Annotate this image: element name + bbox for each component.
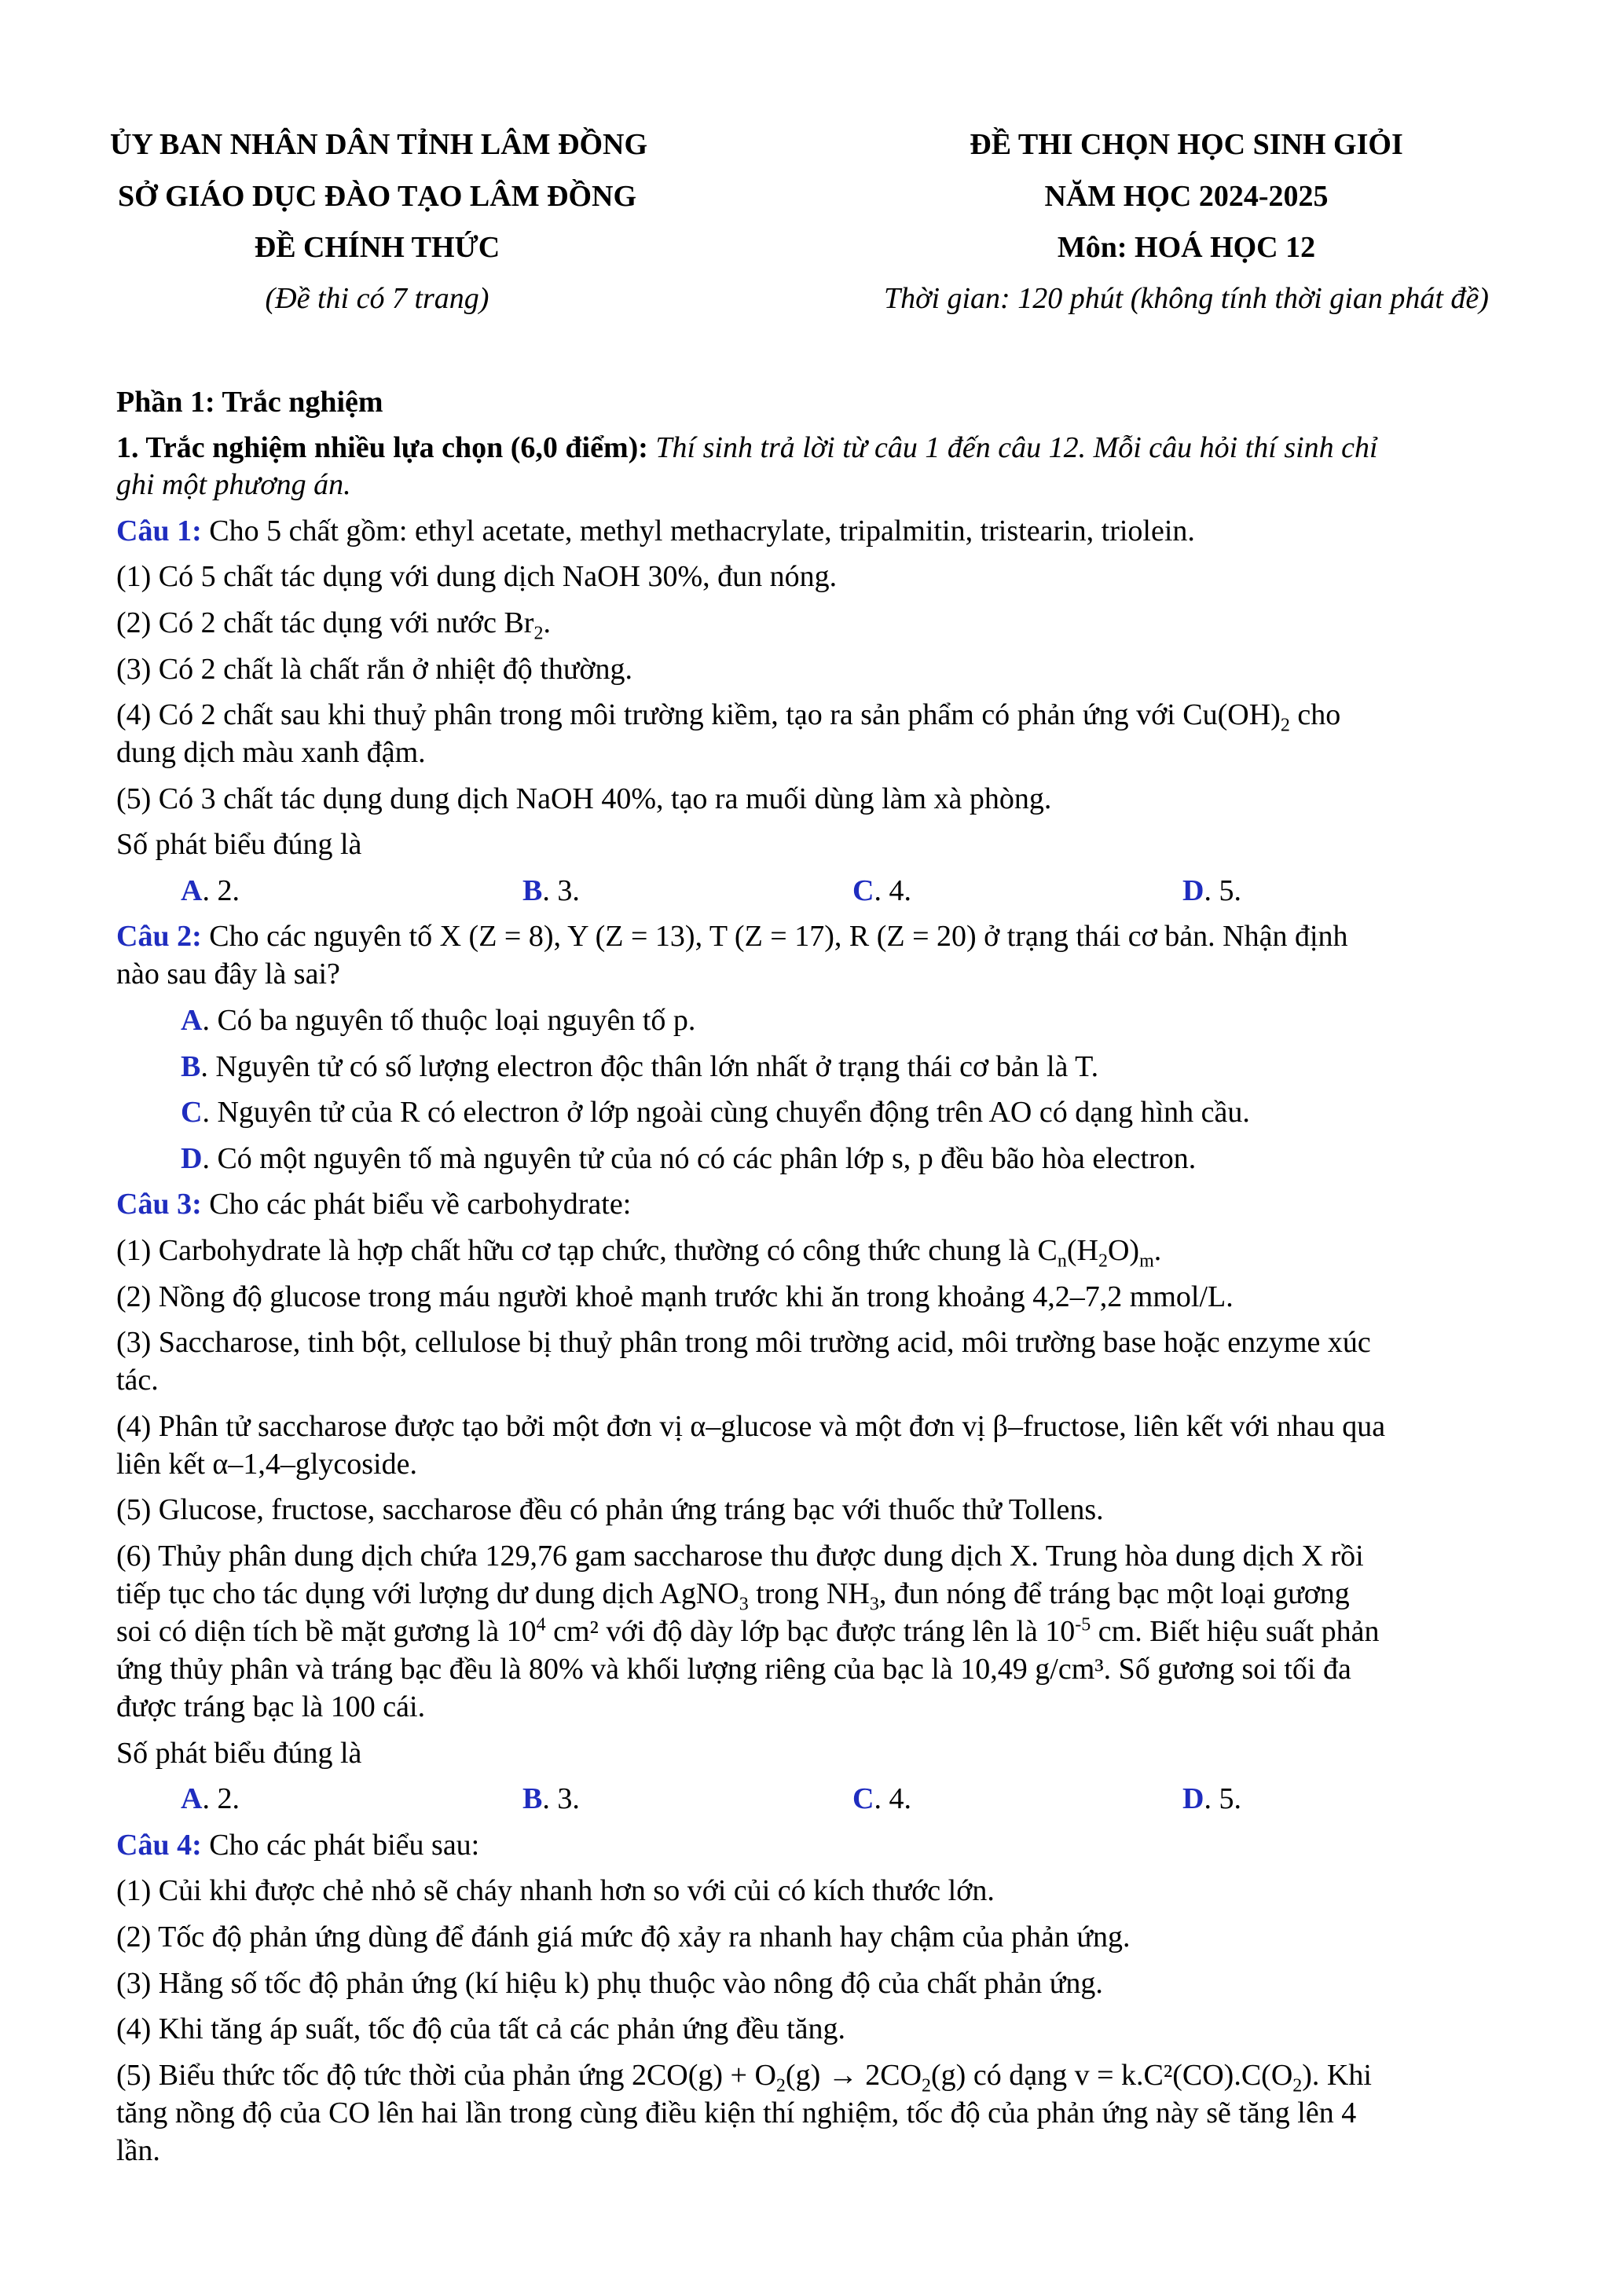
question-3-statement-6: (6) Thủy phân dung dịch chứa 129,76 gam saccharose thu được dung dịch X. Trung hòa dung dịch X rồi	[116, 1540, 1364, 1573]
question-1-option-d[interactable]: D. 5.	[1182, 874, 1241, 907]
question-3-statement-4: (4) Phân tử saccharose được tạo bởi một đơn vị α–glucose và một đơn vị β–fructose, liên kết với nhau qua	[116, 1410, 1386, 1443]
question-3-statement-3-cont: tác.	[116, 1364, 159, 1397]
question-1-ask: Số phát biểu đúng là	[116, 828, 362, 861]
question-2-option-a[interactable]: A. Có ba nguyên tố thuộc loại nguyên tố p.	[181, 1004, 696, 1037]
question-2-label: Câu 2:	[116, 920, 202, 953]
question-1-option-b[interactable]: B. 3.	[522, 874, 580, 907]
question-1-option-a[interactable]: A. 2.	[181, 874, 240, 907]
question-1-statement-3: (3) Có 2 chất là chất rắn ở nhiệt độ thường.	[116, 653, 633, 686]
question-4-statement-2: (2) Tốc độ phản ứng dùng để đánh giá mức độ xảy ra nhanh hay chậm của phản ứng.	[116, 1921, 1131, 1954]
header-authority: ỦY BAN NHÂN DÂN TỈNH LÂM ĐỒNG	[110, 128, 648, 161]
question-4-statement-1: (1) Củi khi được chẻ nhỏ sẽ cháy nhanh hơn so với củi có kích thước lớn.	[116, 1874, 995, 1907]
header-official: ĐỀ CHÍNH THỨC	[254, 231, 500, 264]
header-exam-title: ĐỀ THI CHỌN HỌC SINH GIỎI	[970, 128, 1403, 161]
question-3-stem: Câu 3: Cho các phát biểu về carbohydrate:	[116, 1188, 632, 1221]
question-1-label: Câu 1:	[116, 514, 202, 547]
question-3-statement-6-line-2: tiếp tục cho tác dụng với lượng dư dung dịch AgNO$_3$ trong $NH_3$, đun nóng để tráng bạc một loại gương	[116, 1577, 1350, 1615]
question-2-option-c[interactable]: C. Nguyên tử của R có electron ở lớp ngoài cùng chuyển động trên AO có dạng hình cầu.	[181, 1096, 1250, 1129]
question-3-option-b[interactable]: B. 3.	[522, 1782, 580, 1815]
question-4-statement-3: (3) Hằng số tốc độ phản ứng (kí hiệu k) phụ thuộc vào nông độ của chất phản ứng.	[116, 1967, 1103, 2000]
question-3-option-c[interactable]: C. 4.	[852, 1782, 911, 1815]
question-3-ask: Số phát biểu đúng là	[116, 1737, 362, 1770]
question-3-statement-5: (5) Glucose, fructose, saccharose đều có phản ứng tráng bạc với thuốc thử Tollens.	[116, 1493, 1104, 1526]
question-1-statement-4-cont: dung dịch màu xanh đậm.	[116, 736, 426, 769]
question-4-statement-5-line-2: tăng nồng độ của CO lên hai lần trong cùng điều kiện thí nghiệm, tốc độ của phản ứng này sẽ tăng lên 4	[116, 2096, 1357, 2129]
question-4-statement-5-line-3: lần.	[116, 2134, 160, 2167]
header-school-year: NĂM HỌC 2024-2025	[1044, 180, 1329, 213]
question-4-statement-5: (5) Biểu thức tốc độ tức thời của phản ứng $2CO(g) + O_2(g) \to 2CO_2(g)$ có dạng $v = k.C^2(CO).C(O_2)$. Khi	[116, 2059, 1372, 2096]
question-3-statement-6-line-5: được tráng bạc là 100 cái.	[116, 1690, 426, 1723]
question-1-statement-4: (4) Có 2 chất sau khi thuỷ phân trong môi trường kiềm, tạo ra sản phẩm có phản ứng với $Cu(OH)_2$ cho	[116, 698, 1341, 736]
question-1-option-c[interactable]: C. 4.	[852, 874, 911, 907]
question-3-option-d[interactable]: D. 5.	[1182, 1782, 1241, 1815]
question-3-statement-3: (3) Saccharose, tinh bột, cellulose bị thuỷ phân trong môi trường acid, môi trường base hoặc enzyme xúc	[116, 1326, 1371, 1359]
header-duration: Thời gian: 120 phút (không tính thời gian phát đề)	[884, 282, 1489, 315]
question-3-statement-1: (1) Carbohydrate là hợp chất hữu cơ tạp chức, thường có công thức chung là $C_n(H_2O)_m$.	[116, 1234, 1162, 1272]
question-1-statement-1: (1) Có 5 chất tác dụng với dung dịch NaOH 30%, đun nóng.	[116, 560, 838, 593]
question-2-option-b[interactable]: B. Nguyên tử có số lượng electron độc thân lớn nhất ở trạng thái cơ bản là T.	[181, 1050, 1099, 1083]
question-4-label: Câu 4:	[116, 1829, 202, 1862]
section-subheading: 1. Trắc nghiệm nhiều lựa chọn (6,0 điểm): Thí sinh trả lời từ câu 1 đến câu 12. Mỗi câu hỏi thí sinh chỉ	[116, 431, 1378, 464]
section-title: Phần 1: Trắc nghiệm	[116, 386, 383, 419]
header-subject: Môn: HOÁ HỌC 12	[1057, 231, 1316, 264]
question-3-statement-6-line-4: ứng thủy phân và tráng bạc đều là 80% và khối lượng riêng của bạc là 10,49 g/cm³. Số gương soi tối đa	[116, 1653, 1351, 1686]
question-1-stem: Câu 1: Cho 5 chất gồm: ethyl acetate, methyl methacrylate, tripalmitin, tristearin, triolein.	[116, 514, 1195, 547]
header-page-count: (Đề thi có 7 trang)	[265, 282, 489, 315]
question-3-option-a[interactable]: A. 2.	[181, 1782, 240, 1815]
question-3-label: Câu 3:	[116, 1188, 202, 1221]
question-2-stem-cont: nào sau đây là sai?	[116, 958, 340, 991]
question-4-stem: Câu 4: Cho các phát biểu sau:	[116, 1829, 480, 1862]
question-3-statement-6-line-3: soi có diện tích bề mặt gương là $10^4$ cm² với độ dày lớp bạc được tráng lên là $10^{-5}$ cm. Biết hiệu suất phản	[116, 1614, 1380, 1648]
section-subheading-cont: ghi một phương án.	[116, 468, 351, 501]
question-2-stem: Câu 2: Cho các nguyên tố X (Z = 8), Y (Z = 13), T (Z = 17), R (Z = 20) ở trạng thái cơ bản. Nhận định	[116, 920, 1348, 953]
question-3-statement-2: (2) Nồng độ glucose trong máu người khoẻ mạnh trước khi ăn trong khoảng 4,2–7,2 mmol/L.	[116, 1280, 1234, 1313]
header-department: SỞ GIÁO DỤC ĐÀO TẠO LÂM ĐỒNG	[117, 180, 637, 213]
question-1-statement-2: (2) Có 2 chất tác dụng với nước $Br_2$.	[116, 606, 551, 644]
question-2-option-d[interactable]: D. Có một nguyên tố mà nguyên tử của nó có các phân lớp s, p đều bão hòa electron.	[181, 1142, 1197, 1175]
question-3-statement-4-cont: liên kết α–1,4–glycoside.	[116, 1448, 417, 1481]
question-1-statement-5: (5) Có 3 chất tác dụng dung dịch NaOH 40%, tạo ra muối dùng làm xà phòng.	[116, 782, 1052, 815]
question-4-statement-4: (4) Khi tăng áp suất, tốc độ của tất cả các phản ứng đều tăng.	[116, 2012, 846, 2045]
